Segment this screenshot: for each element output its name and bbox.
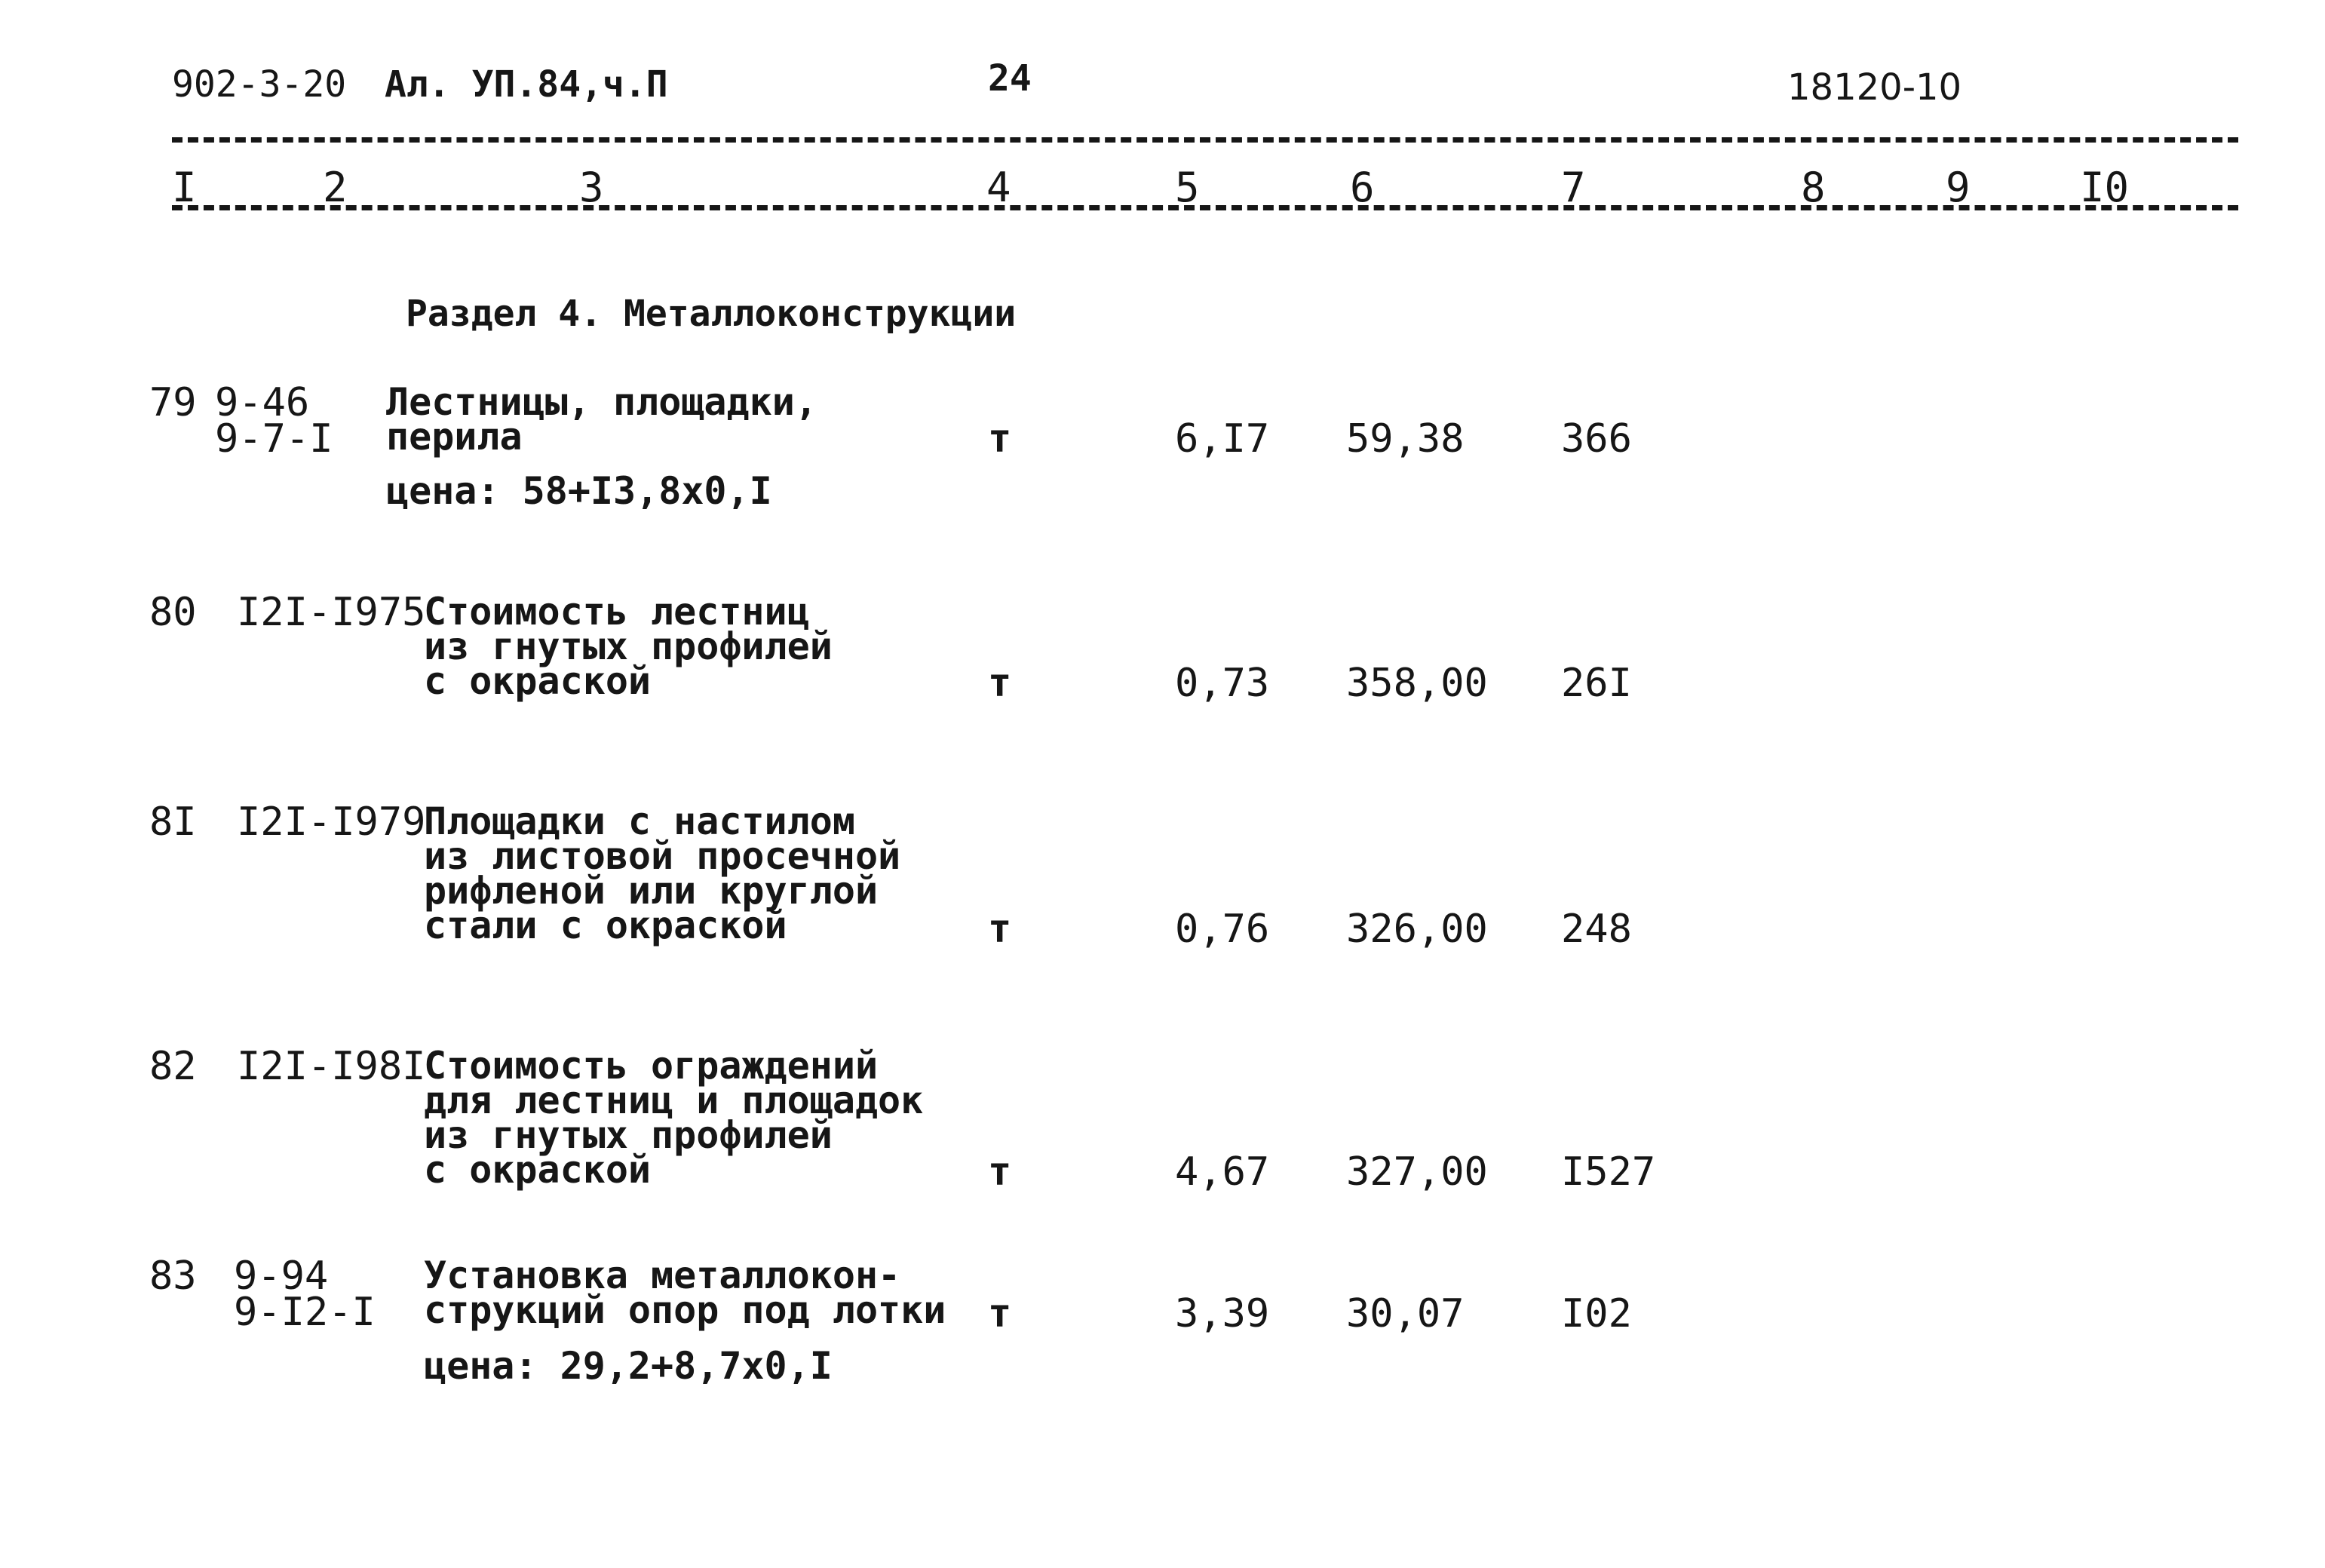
column-number: 4: [986, 164, 1011, 211]
column-number: 5: [1175, 164, 1200, 211]
quantity: 0,76: [1175, 907, 1270, 952]
unit-price: 59,38: [1346, 416, 1465, 462]
rate-code: I2I-I979: [237, 799, 426, 845]
quantity: 0,73: [1175, 661, 1270, 706]
total-cost: 248: [1561, 907, 1632, 952]
quantity: 4,67: [1175, 1149, 1270, 1195]
page-number: 24: [988, 57, 1032, 100]
rate-code: I2I-I975: [237, 590, 426, 635]
unit-price: 30,07: [1346, 1291, 1465, 1336]
total-cost: 26I: [1561, 661, 1632, 706]
column-number: 7: [1561, 164, 1586, 211]
column-number: 2: [323, 164, 348, 211]
row-number: 80: [149, 590, 197, 635]
item-description: Стоимость ограждений для лестниц и площадок из гнутых профилей с окраской: [424, 1044, 924, 1192]
price-formula: цена: 29,2+8,7x0,I: [424, 1344, 833, 1388]
total-cost: 366: [1561, 416, 1632, 462]
row-number: 79: [149, 380, 197, 425]
unit-price: 327,00: [1346, 1149, 1488, 1195]
row-number: 83: [149, 1253, 197, 1299]
header-divider: [172, 137, 2238, 143]
rate-code: 9-94: [234, 1253, 329, 1299]
rate-code: 9-46: [215, 380, 310, 425]
price-formula: цена: 58+I3,8x0,I: [386, 469, 772, 513]
item-description: Лестницы, площадки, перила: [386, 380, 817, 459]
quantity: 3,39: [1175, 1291, 1270, 1336]
quantity: 6,I7: [1175, 416, 1270, 462]
document-code: 902-3-20: [172, 63, 347, 106]
rate-code: 9-7-I: [215, 416, 333, 462]
unit-price: 326,00: [1346, 907, 1488, 952]
column-number: 6: [1350, 164, 1375, 211]
row-number: 82: [149, 1044, 197, 1089]
archive-stamp: 18120-10: [1787, 66, 1962, 109]
column-number: 3: [579, 164, 604, 211]
item-description: Стоимость лестниц из гнутых профилей с окраской: [424, 590, 833, 703]
unit: т: [988, 416, 1012, 462]
total-cost: I02: [1561, 1291, 1632, 1336]
unit: т: [988, 661, 1012, 706]
unit: т: [988, 907, 1012, 952]
unit: т: [988, 1149, 1012, 1195]
column-number: I0: [2080, 164, 2130, 211]
album-reference: Ал. УП.84,ч.П: [385, 63, 668, 106]
total-cost: I527: [1561, 1149, 1656, 1195]
column-number: I: [172, 164, 197, 211]
rate-code: 9-I2-I: [234, 1290, 376, 1335]
column-number: 9: [1946, 164, 1971, 211]
column-header-underline: [172, 205, 2238, 210]
item-description: Установка металлокон- струкций опор под лотки: [424, 1253, 946, 1332]
section-title: Раздел 4. Металлоконструкции: [406, 293, 1017, 335]
row-number: 8I: [149, 799, 197, 845]
column-number: 8: [1801, 164, 1826, 211]
unit-price: 358,00: [1346, 661, 1488, 706]
item-description: Площадки с настилом из листовой просечной рифленой или круглой стали с окраской: [424, 799, 901, 947]
unit: т: [988, 1291, 1012, 1336]
rate-code: I2I-I98I: [237, 1044, 426, 1089]
